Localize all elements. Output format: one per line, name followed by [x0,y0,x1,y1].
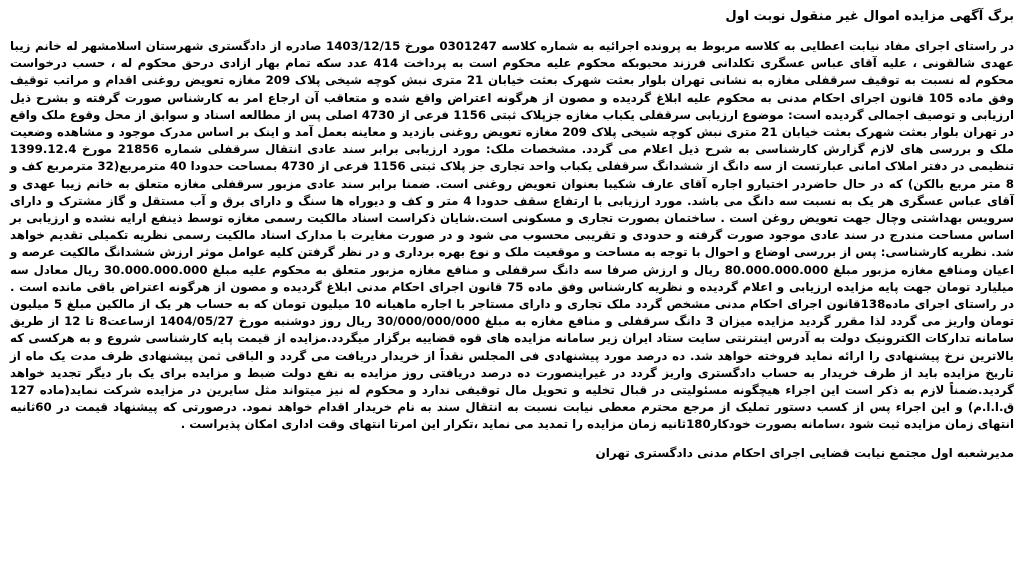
notice-signature: مدیرشعبه اول مجتمع نیابت قضایی اجرای احکام مدنی دادگستری تهران [595,445,1014,460]
notice-title: برگ آگهی مزایده اموال غیر منقول نوبت اول [725,9,1014,24]
notice-body: در راستای اجرای مفاد نیابت اعطایی به کلاسه مربوط به پرونده اجرائیه به شماره کلاسه 0301247 مورخ 1403/12/15 صادره از دادگستری شهرستان اسلامشهر له خانم زیبا عهدی شالقونی ، علیه آقای عباس عسگری تکلدانی فرزند محبوبکه محکوم علیه محکوم است به پرداخت 414 عدد سکه تمام بهار ازادی درحق محکوم له ، حسب درخواست محکوم له نسبت به توقیف سرقفلی مغازه به نشانی تهران بلوار بعثت شهرک بعثت خیابان 21 متری نبش کوچه شیخی پلاک 209 مغازه تعویض روغنی اقدام و مراتب توقیف وفق ماده 105 قانون اجرای احکام مدنی به محکوم علیه ابلاغ گردیده و مصون از هرگونه اعتراض واقع شده و متعاقب آن ارجاع امر به کارشناس صورت گرفته و بشرح ذیل ارزیابی و توصیف اجمالی گردیده است: موضوع ارزیابی سرقفلی یکباب مغازه جزپلاک ثبتی 1156 فرعی از 4730 اصلی پس از مطالعه اسناد و سوابق از محل وقوع ملک واقع در تهران بلوار بعثت شهرک بعثت خیابان 21 متری نبش کوچه شیخی پلاک 209 مغازه تعویض روغنی بازدید و معاینه بعمل آمد و اینک بر اساس مدرک موجود و مشاهده وضعیت ملک و بررسی های لازم گزارش کارشناسی به شرح ذیل اعلام می گردد. مشخصات ملک: مورد ارزیابی برابر سند عادی انتقال سرقفلی شماره 21856 مورخ 1399.12.4 تنظیمی در دفتر املاک امانی عبارتست از سه دانگ از ششدانگ سرقفلی یکباب واحد تجاری جز پلاک ثبتی 1156 فرعی از 4730 بمساحت حدودا 40 مترمربع(32 مترمربع کف و 8 متر مربع بالکن) که در حال حاضردر اختیارو اجاره آقای عارف شکیبا بعنوان تعویض روغنی است. ضمنا برابر سند عادی مزبور سرقفلی مغازه متعلق به خانم زیبا عهدی و آقای عباس عسگری هر یک به نسبت سه دانگ می باشد. مورد ارزیابی با ارتفاع سقف حدودا 4 متر و کف و دیوراه ها سنگ و دارای برق و آب مستقل و گاز مشترک و دارای سرویس بهداشتی وچال جهت تعویض روغن است . ساختمان بصورت تجاری و مسکونی است.شایان ذکراست اسناد مالکیت رسمی مغازه توسط ذینفع ارایه نشده و ارزیابی بر اساس مساحت مندرج در سند عادی موجود صورت گرفته و حدودی و تقریبی محسوب می شود و در صورت مغایرت با مدارک اسناد مالکیت رسمی نظریه تکمیلی تقدیم خواهد شد. نظریه کارشناسی: پس از بررسی اوضاع و احوال با توجه به مساحت و موقعیت ملک و نوع بهره برداری و در نظر گرفتن کلیه عوامل موثر ارزش ششدانگ مالکیت عرصه و اعیان ومنافع مغازه مزبور مبلغ 80.000.000.000 ریال و ارزش صرفا سه دانگ سرقفلی و منافع مغازه مزبور متعلق به محکوم علیه مبلغ 30.000.000.000 ریال معادل سه میلیارد تومان جهت پایه مزایده ارزیابی و اعلام گردیده و نظریه کارشناس وفق ماده 75 قانون اجرای احکام مدنی ابلاغ گردیده و مصون از هرگونه اعتراض باقی مانده است . در راستای اجرای ماده138قانون اجرای احکام مدنی مشخص گردد ملک تجاری و دارای مستاجر با اجاره ماهیانه 10 میلیون تومان که به حساب هر یک از مالکین مبلغ 5 میلیون تومان واریز می گردد لذا مقرر گردید مزایده میزان 3 دانگ سرقفلی و منافع مغازه به مبلغ 30/000/000/000 ریال روز دوشنبه مورخ 1404/05/27 ازساعت8 تا 12 از طریق سامانه تدارکات الکترونیک دولت به آدرس اینترنتی سایت ستاد ایران زیر سامانه مزایده های قوه قضاییه برگزار میگردد.مزایده از قیمت پایه کارشناسی شروع و به هرکسی که بالاترین نرخ پیشنهادی را ارائه نماید فروخته خواهد شد. ده درصد مورد پیشنهادی فی المجلس نقداً از خریدار دریافت می گردد و الباقی ثمن پیشنهادی ظرف مدت یک ماه از تاریخ مزایده باید از طرف خریدار به حساب دادگستری واریز گردد در غیراینصورت ده درصد دریافتی روز مزایده به نفع دولت ضبط و مزایده برای یک بار دیگر تجدید خواهد گردید.ضمناً لازم به ذکر است این اجراء هیچگونه مسئولیتی در قبال تخلیه و تحویل مال توقیفی ندارد و محکوم له نیز میتواند مثل سایرین در مزایده شرکت نماید(ماده 127 ق.ا.ا.م) و این اجراء پس از کسب دستور تملیک از مرجع محترم معطی نیابت نسبت به انتقال سند به نام خریدار اقدام خواهد نمود. درصورتی که پیشنهاد قیمت در 60ثانیه انتهای زمان مزایده ثبت شود ،سامانه بصورت خودکار180ثانیه زمان مزایده را تمدید می نماید ،تکرار این امرتا انتهای وقت اداری امکان پذیراست . [10,39,1015,432]
